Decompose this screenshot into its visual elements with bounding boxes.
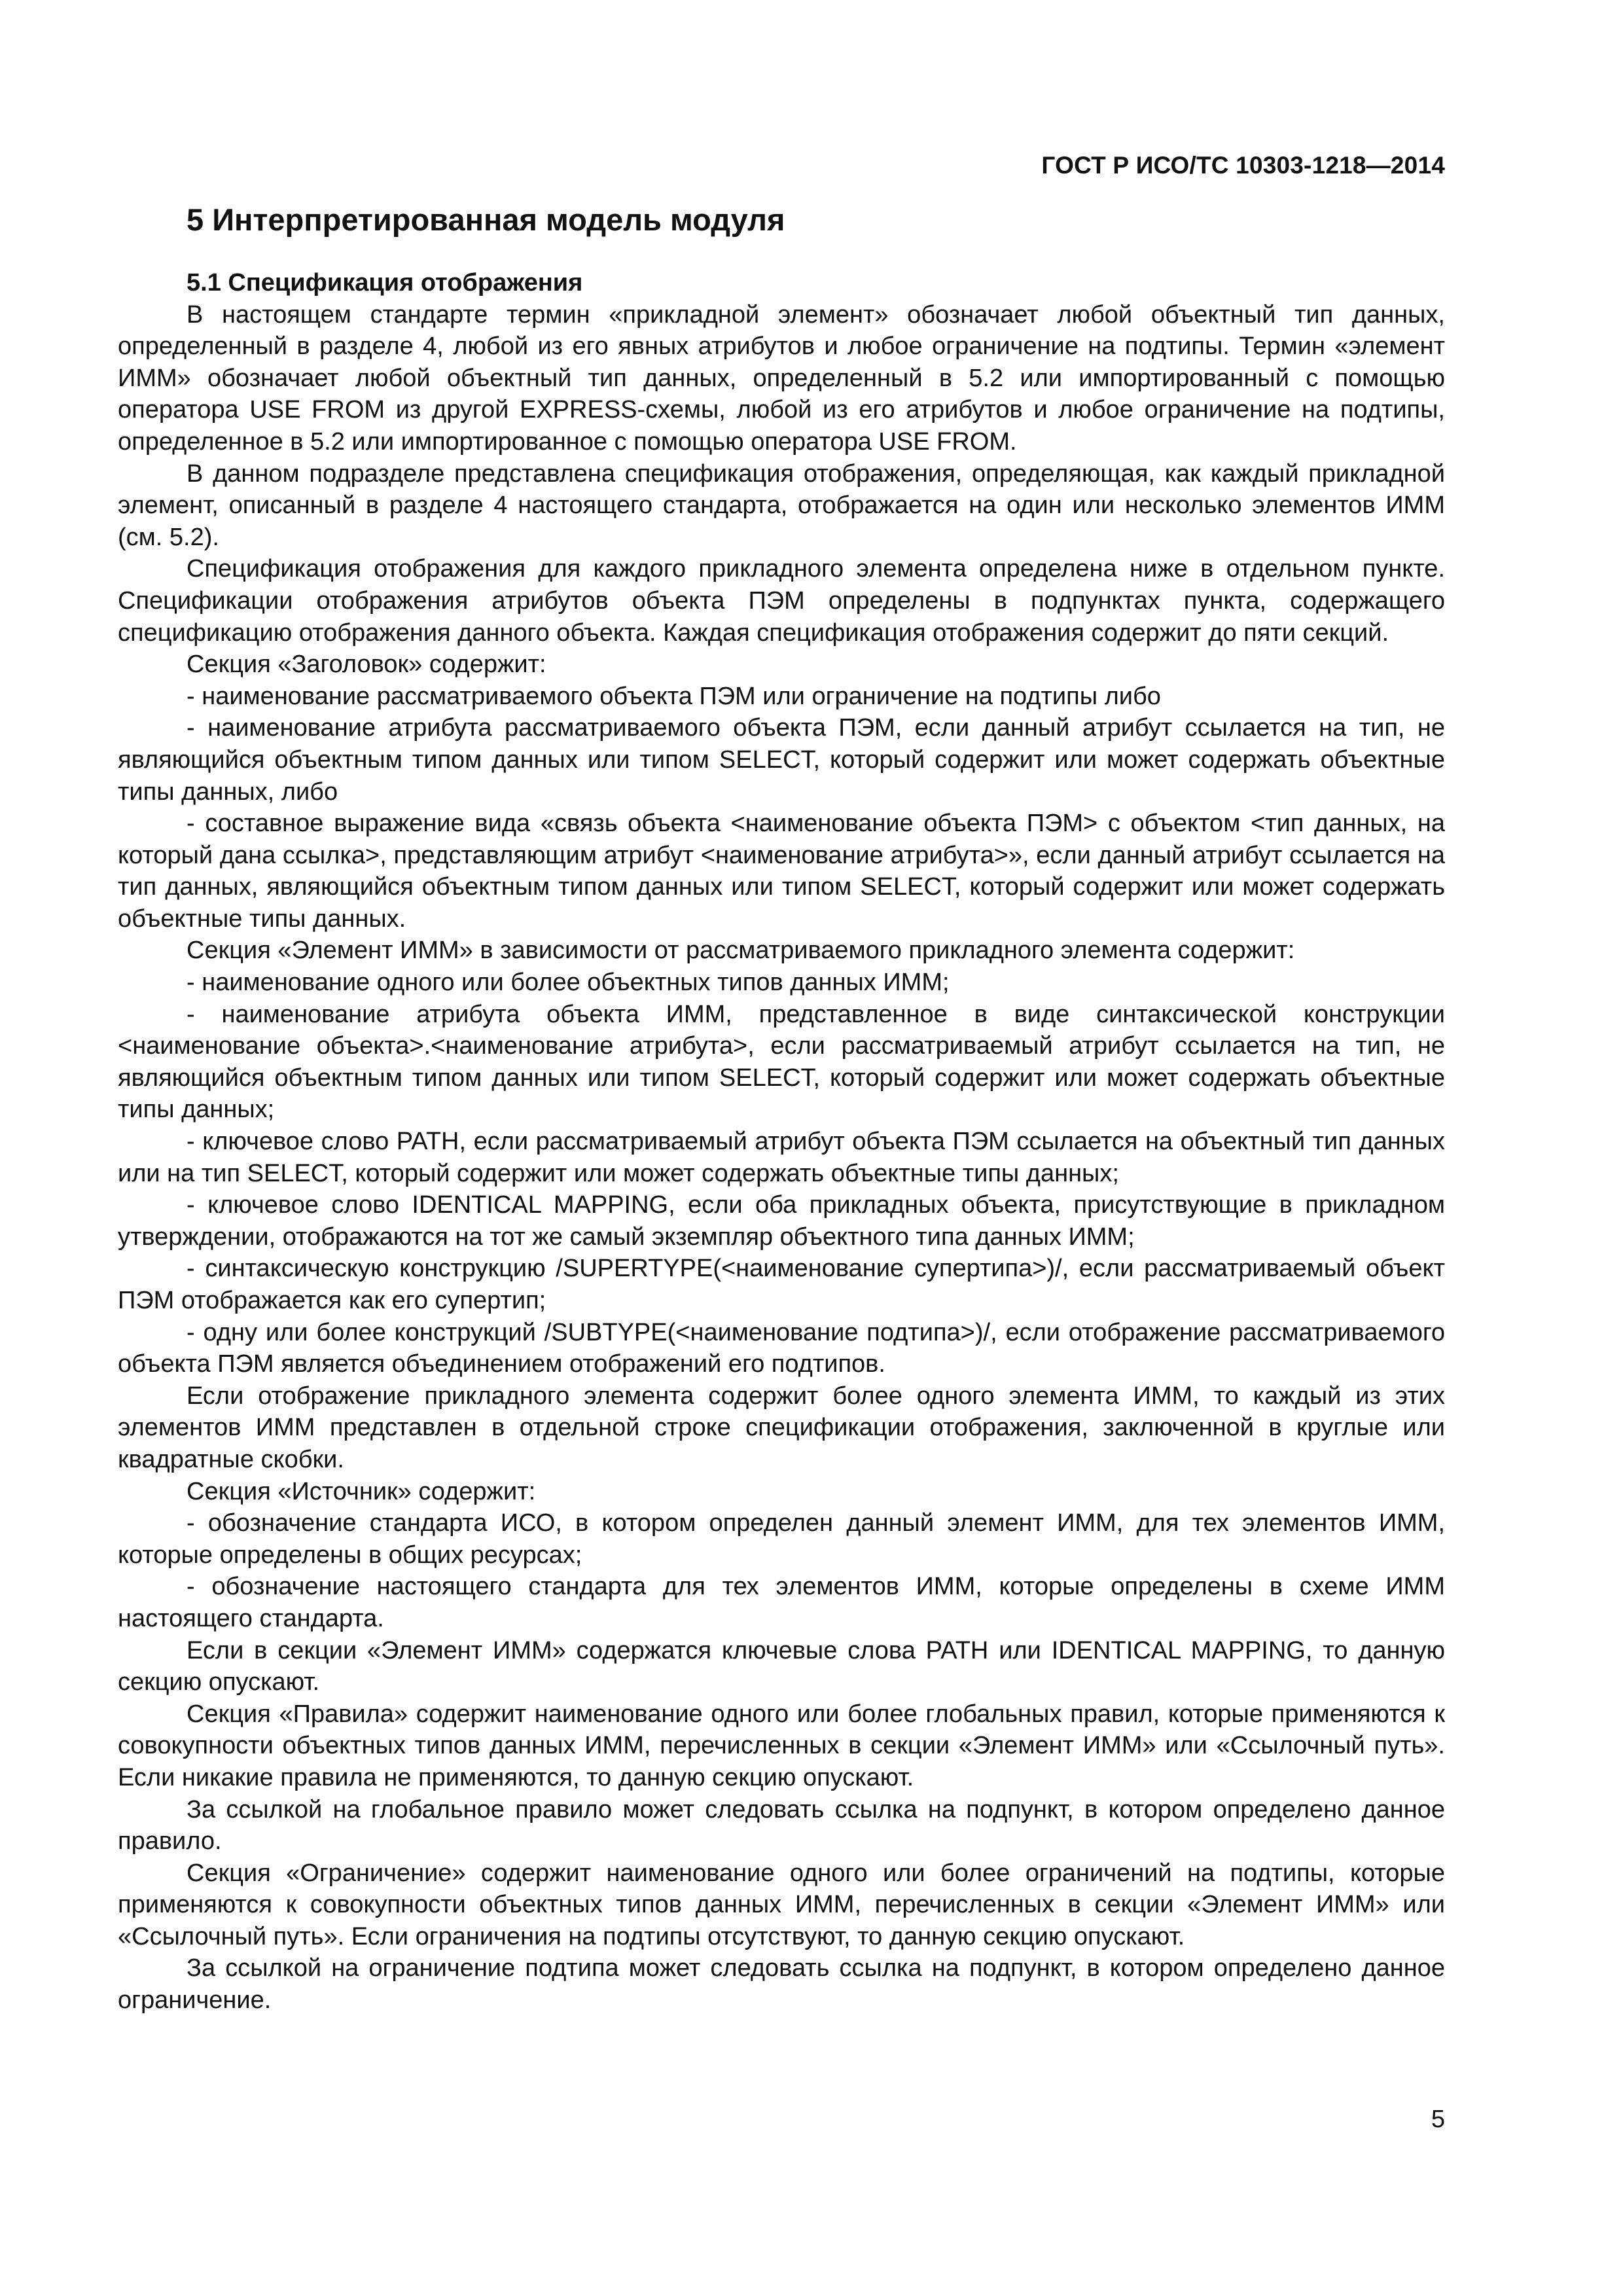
list-item: - наименование атрибута объекта ИММ, представленное в виде синтаксической конструкции <наименование объекта>.<наименование атрибута>, если рассматриваемый атрибут ссылается на тип, не являющийся объектным типом данных или типом SELECT, который содержит или может содержать объектные типы данных; [118,1000,1445,1124]
list-item: - наименование рассматриваемого объекта ПЭМ или ограничение на подтипы либо [187,682,1161,710]
list-item: - ключевое слово PATH, если рассматриваемый атрибут объекта ПЭМ ссылается на объектный тип данных или на тип SELECT, который содержит или может содержать объектные типы данных; [118,1128,1445,1187]
list-item: - обозначение стандарта ИСО, в котором определен данный элемент ИММ, для тех элементов ИММ, которые определены в общих ресурсах; [118,1509,1445,1569]
list-item: - обозначение настоящего стандарта для тех элементов ИММ, которые определены в схеме ИММ настоящего стандарта. [118,1573,1445,1632]
list-item: - ключевое слово IDENTICAL MAPPING, если оба прикладных объекта, присутствующие в прикладном утверждении, отображаются на тот же самый экземпляр объектного типа данных ИММ; [118,1191,1445,1251]
page-header: ГОСТ Р ИСО/ТС 10303-1218—2014 [1041,152,1445,179]
list-item: - одну или более конструкций /SUBTYPE(<наименование подтипа>)/, если отображение рассматриваемого объекта ПЭМ является объединением отображений его подтипов. [118,1318,1445,1378]
list-item: - составное выражение вида «связь объекта <наименование объекта ПЭМ> с объектом <тип данных, на который дана ссылка>, представляющим атрибут <наименование атрибута>», если данный атрибут ссылается на тип данных, являющийся объектным типом данных или типом SELECT, который содержит или может содержать объектные типы данных. [118,810,1445,933]
paragraph: Секция «Заголовок» содержит: [187,651,546,679]
section-title: 5 Интерпретированная модель модуля [187,202,785,237]
list-item: - синтаксическую конструкцию /SUPERTYPE(<наименование супертипа>)/, если рассматриваемый объект ПЭМ отображается как его супертип; [118,1255,1445,1314]
paragraph: За ссылкой на глобальное правило может следовать ссылка на подпункт, в котором определено данное правило. [118,1795,1445,1856]
paragraph: Секция «Источник» содержит: [187,1477,536,1505]
list-item: - наименование атрибута рассматриваемого объекта ПЭМ, если данный атрибут ссылается на тип, не являющийся объектным типом данных или типом SELECT, который содержит или может содержать объектные типы данных, либо [118,714,1445,806]
page-number: 5 [1431,2106,1445,2133]
list-item: - наименование одного или более объектных типов данных ИММ; [187,969,950,997]
paragraph: В настоящем стандарте термин «прикладной элемент» обозначает любой объектный тип данных, определенный в разделе 4, любой из его явных атрибутов и любое ограничение на подтипы. Термин «элемент ИММ» обозначает любой объектный тип данных, определенный в 5.2 или импортированный с помощью оператора USE FROM из другой EXPRESS-схемы, любой из его атрибутов и любое ограничение на подтипы, определенное в 5.2 или импортированное с помощью оператора USE FROM. [118,300,1445,456]
paragraph: Спецификация отображения для каждого прикладного элемента определена ниже в отдельном пункте. Спецификации отображения атрибутов объекта ПЭМ определены в подпунктах пункта, содержащего спецификацию отображения данного объекта. Каждая спецификация отображения содержит до пяти секций. [118,555,1445,647]
paragraph: За ссылкой на ограничение подтипа может следовать ссылка на подпункт, в котором определено данное ограничение. [118,1954,1445,2015]
paragraph: Если в секции «Элемент ИММ» содержатся ключевые слова PATH или IDENTICAL MAPPING, то данную секцию опускают. [118,1636,1445,1696]
document-body [118,267,1445,2017]
paragraph: Секция «Элемент ИММ» в зависимости от рассматриваемого прикладного элемента содержит: [187,937,1295,965]
paragraph: Секция «Ограничение» содержит наименование одного или более ограничений на подтипы, которые применяются к совокупности объектных типов данных ИММ, перечисленных в секции «Элемент ИММ» или «Ссылочный путь». Если ограничения на подтипы отсутствуют, то данную секцию опускают. [118,1859,1445,1950]
paragraph: В данном подразделе представлена спецификация отображения, определяющая, как каждый прикладной элемент, описанный в разделе 4 настоящего стандарта, отображается на один или несколько элементов ИММ (см. 5.2). [118,459,1445,551]
subsection-title: 5.1 Спецификация отображения [187,269,583,296]
paragraph: Секция «Правила» содержит наименование одного или более глобальных правил, которые применяются к совокупности объектных типов данных ИММ, перечисленных в секции «Элемент ИММ» или «Ссылочный путь». Если никакие правила не применяются, то данную секцию опускают. [118,1700,1445,1791]
paragraph: Если отображение прикладного элемента содержит более одного элемента ИММ, то каждый из этих элементов ИММ представлен в отдельной строке спецификации отображения, заключенной в круглые или квадратные скобки. [118,1382,1445,1473]
